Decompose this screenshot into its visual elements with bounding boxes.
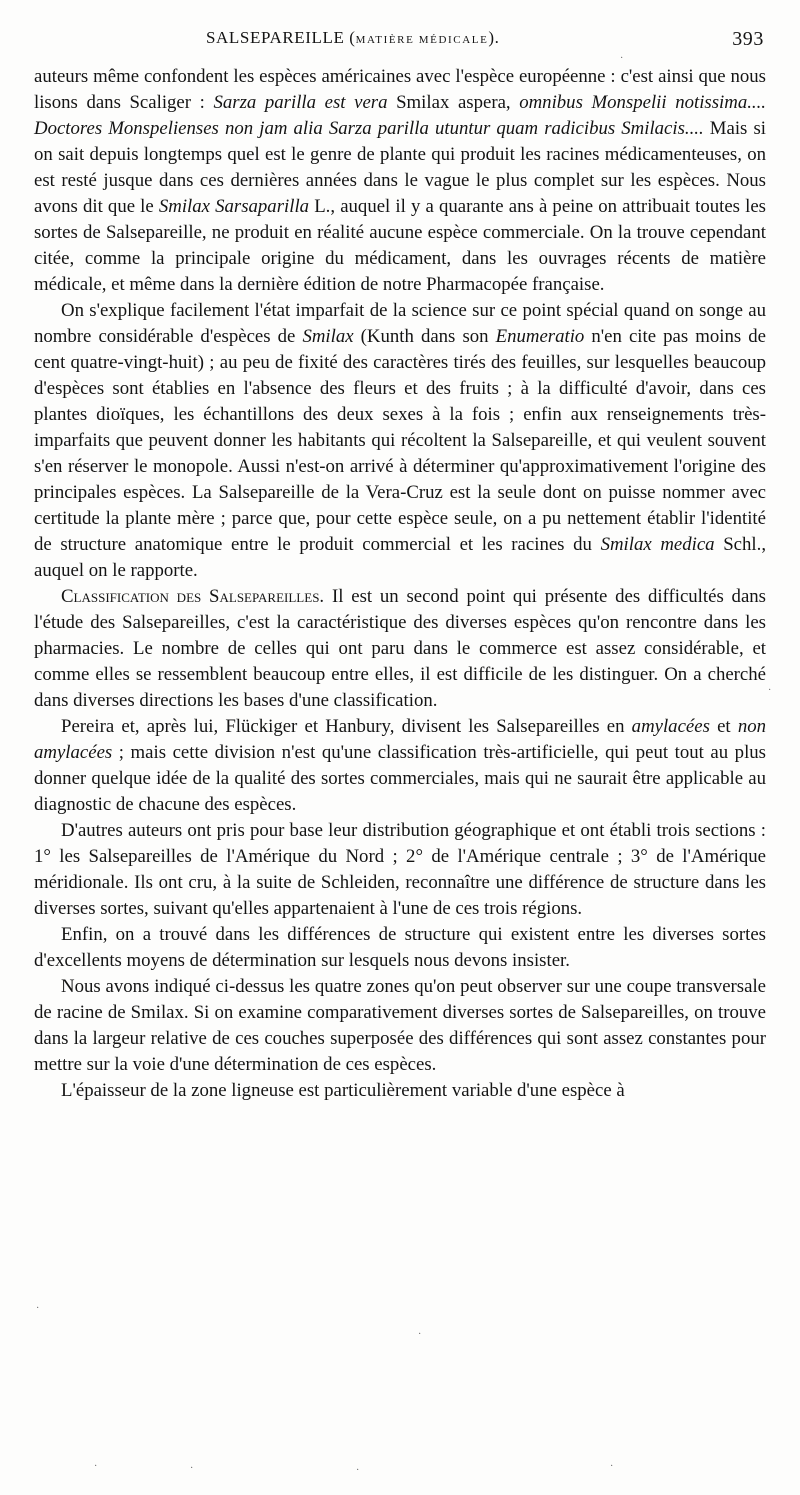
print-speck: · [610,1461,614,1472]
paragraph [34,1078,766,1104]
print-speck: · [768,685,772,696]
section-heading: Classification des Salsepareilles. [61,586,325,607]
italic-text: non amylacées [34,716,766,763]
page-number: 393 [732,28,764,50]
print-speck: · [356,1465,360,1476]
body-text [34,64,766,1104]
running-title-main: SALSEPAREILLE ( [206,28,356,47]
running-title-subject: MATIÈRE MÉDICALE [355,34,489,46]
italic-text: Smilax [302,326,354,347]
text-run: Schl., auquel on le rapporte. [34,534,767,581]
print-speck: · [94,1461,98,1472]
italic-text: amylacées [631,716,710,737]
text-run: Nous avons indiqué ci-dessus les quatre zones qu'on peut observer sur une coupe transversale de racine de Smilax. Si on examine comparativement diverses sortes de Salsepareilles, on trouve dans la largeur relative de ces couches superposée des différences qui sont assez constantes pour mettre sur la voie d'une détermination de ces espèces. [34,976,766,1075]
paragraph [34,714,766,818]
text-run: D'autres auteurs ont pris pour base leur distribution géographique et ont établi trois sections : 1° les Salsepareilles de l'Amérique du Nord ; 2° de l'Amérique centrale ; 3° de l'Amérique méridionale. Ils ont cru, à la suite de Schleiden, reconnaître une différence de structure dans les diverses sortes, suivant qu'elles appartenaient à l'une de ces trois régions. [34,820,766,919]
italic-text: Sarza parilla est vera [213,92,388,113]
paragraph [34,818,766,922]
print-speck: · [620,53,624,64]
print-speck: · [190,1463,194,1474]
paragraph [34,974,766,1078]
text-run: (Kunth dans son [353,326,496,347]
text-run: Mais si on sait depuis longtemps quel est le genre de plante qui produit les racines médicamenteuses, on est resté jusque dans ces dernières années dans le vague le plus complet sur les espèces. Nous avons dit que le [34,118,767,217]
text-run: et [709,716,738,737]
paragraph [34,64,766,298]
text-run: Il est un second point qui présente des difficultés dans l'étude des Salsepareilles, c'est la caractéristique des diverses espèces qu'on rencontre dans les pharmacies. Le nombre de celles qui ont paru dans le commerce est assez considérable, et comme elles se ressemblent beaucoup entre elles, il est difficile de les distinguer. On a cherché dans diverses directions les bases d'une classification. [34,586,766,711]
text-run: Enfin, on a trouvé dans les différences de structure qui existent entre les diverses sortes d'excellents moyens de détermination sur lesquels nous devons insister. [34,924,766,971]
paragraph [34,584,766,714]
paragraph [34,922,766,974]
text-run: ; mais cette division n'est qu'une classification très-artificielle, qui peut tout au plus donner quelque idée de la qualité des sortes commerciales, mais qui ne saurait être applicable au diagnostic de chacune des espèces. [34,742,766,815]
text-run: n'en cite pas moins de cent quatre-vingt-huit) ; au peu de fixité des caractères tirés des feuilles, sur lesquelles beaucoup d'espèces sont établies en l'absence des fleurs et des fruits ; à la difficulté d'avoir, dans ces plantes dioïques, les échantillons des deux sexes à la fois ; enfin aux renseignements très-imparfaits que peuvent donner les habitants qui récoltent la Salsepareille, et qui veulent souvent s'en réserver le monopole. Aussi n'est-on arrivé à déterminer qu'approximativement l'origine des principales espèces. La Salsepareille de la Vera-Cruz est la seule dont on puisse nommer avec certitude la plante mère ; parce que, pour cette espèce seule, on a pu nettement établir l'identité de structure anatomique entre le produit commercial et les racines du [34,326,766,555]
italic-text: omnibus Monspelii notissima.... Doctores Monspelienses non jam alia Sarza parilla utuntur quam radicibus Smilacis.... [34,92,767,139]
text-run: Pereira et, après lui, Flückiger et Hanbury, divisent les Salsepareilles en [61,716,632,737]
print-speck: · [36,1303,40,1314]
running-title-end: ). [488,28,500,47]
italic-text: Smilax Sarsaparilla [158,196,310,217]
text-run: L'épaisseur de la zone ligneuse est particulièrement variable d'une espèce à [61,1080,625,1101]
text-run: auteurs même confondent les espèces américaines avec l'espèce européenne : c'est ainsi que nous lisons dans Scaliger : [34,66,766,113]
text-run: Smilax aspera, [387,92,520,113]
italic-text: Smilax medica [600,534,715,555]
italic-text: Enumeratio [495,326,585,347]
running-header [34,28,764,58]
running-title [206,28,500,48]
print-speck: · [418,1329,422,1340]
paragraph [34,298,766,584]
text-run: L., auquel il y a quarante ans à peine on attribuait toutes les sortes de Salsepareille, ne produit en réalité aucune espèce commerciale. On la trouve cependant citée, comme la principale origine du médicament, dans les ouvrages récents de matière médicale, et même dans la dernière édition de notre Pharmacopée française. [34,196,766,295]
text-run: On s'explique facilement l'état imparfait de la science sur ce point spécial quand on songe au nombre considérable d'espèces de [34,300,766,347]
